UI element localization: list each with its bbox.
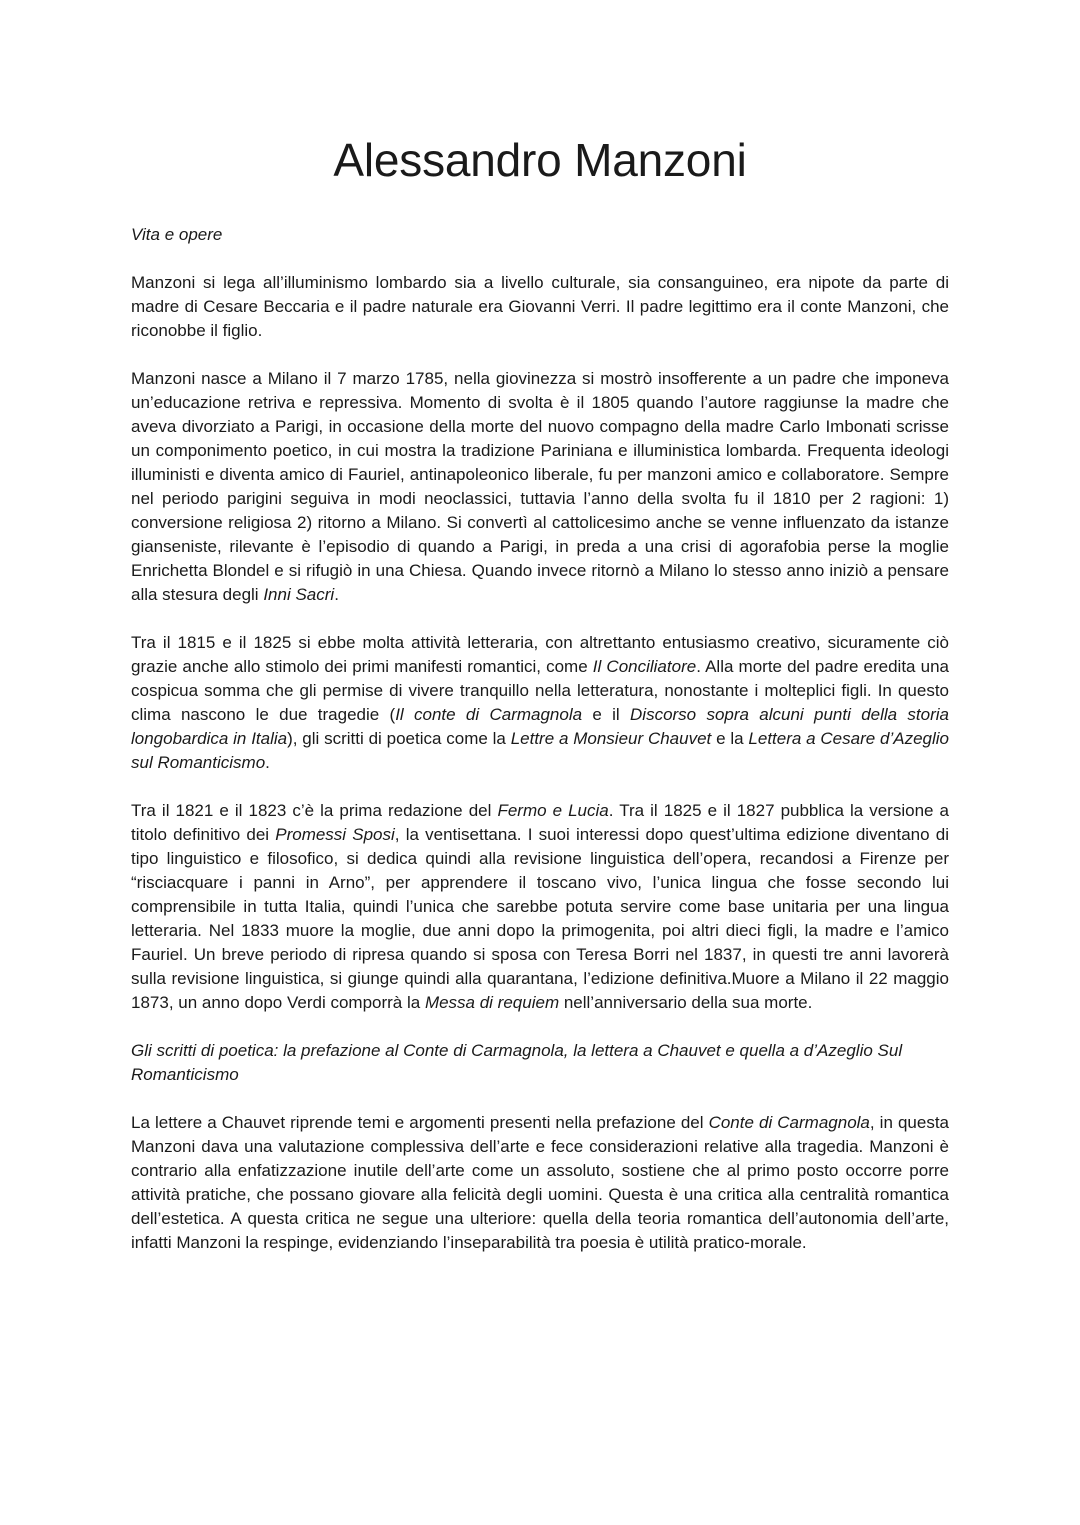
italic-text: Inni Sacri <box>263 585 335 604</box>
italic-text: Conte di Carmagnola <box>708 1113 870 1132</box>
paragraph-text: Manzoni si lega all’illuminismo lombardo sia a livello culturale, sia consanguineo, era nipote da parte di madre di Cesare Beccaria e il padre naturale era Giovanni Verri. Il padre legittimo era il conte Manzoni, che riconobbe il figlio. <box>131 273 949 340</box>
paragraph-text: . Tra il 1825 e il 1827 pubblica la versione a titolo definitivo dei <box>131 801 949 844</box>
paragraph-text: e la <box>711 729 749 748</box>
document-body <box>131 223 949 1279</box>
section-heading: Vita e opere <box>131 225 223 244</box>
italic-text: Promessi Sposi <box>275 825 395 844</box>
paragraph-text: ), gli scritti di poetica come la <box>287 729 511 748</box>
paragraph-text: . <box>265 753 270 772</box>
paragraph-text: . Alla morte del padre eredita una cospicua somma che gli permise di vivere tranquillo nella letteratura, nonostante i molteplici figli. In questo clima nascono le due tragedie ( <box>131 657 949 724</box>
paragraph-text: La lettere a Chauvet riprende temi e argomenti presenti nella prefazione del <box>131 1113 709 1132</box>
paragraph-text: e il <box>582 705 631 724</box>
page-title: Alessandro Manzoni <box>333 134 747 186</box>
paragraph <box>131 799 949 1015</box>
paragraph-text: nell’anniversario della sua morte. <box>559 993 813 1012</box>
paragraph-text: . <box>334 585 339 604</box>
paragraph-text: , la ventisettana. I suoi interessi dopo quest’ultima edizione diventano di tipo linguistico e filosofico, si dedica quindi alla revisione linguistica dell’opera, recandosi a Firenze per “risciacquare i panni in Arno”, per apprendere il toscano vivo, l’unica lingua che fosse secondo lui comprensibile in tutta Italia, quindi l’unica che sarebbe potuta servire come base unitaria per una lingua letteraria. Nel 1833 muore la moglie, due anni dopo la primogenita, poi altri dieci figli, la madre e l’amico Fauriel. Un breve periodo di ripresa quando si sposa con Teresa Borri nel 1837, in questi tre anni lavorerà sulla revisione linguistica, si giunge quindi alla quarantana, l’edizione definitiva.Muore a Milano il 22 maggio 1873, un anno dopo Verdi comporrà la <box>131 825 949 1012</box>
italic-text: Messa di requiem <box>424 993 560 1012</box>
paragraph <box>131 367 949 607</box>
section-heading: Gli scritti di poetica: la prefazione al Conte di Carmagnola, la lettera a Chauvet e quella a d’Azeglio Sul Romanticismo <box>131 1041 903 1084</box>
italic-text: Il conte di Carmagnola <box>395 705 583 724</box>
paragraph-text: Tra il 1821 e il 1823 c’è la prima redazione del <box>131 801 498 820</box>
paragraph-text: Tra il 1815 e il 1825 si ebbe molta attività letteraria, con altrettanto entusiasmo creativo, sicuramente ciò grazie anche allo stimolo dei primi manifesti romantici, come <box>131 633 949 676</box>
italic-text: Il Conciliatore <box>592 657 697 676</box>
italic-text: Discorso sopra alcuni punti della storia longobardica in Italia <box>131 705 949 748</box>
paragraph-text: , in questa Manzoni dava una valutazione complessiva dell’arte e fece considerazioni relative alla tragedia. Manzoni è contrario alla enfatizzazione inutile dell’arte come un assoluto, sostiene che al primo posto occorre porre attività pratiche, che possano giovare alla felicità degli uomini. Questa è una critica alla centralità romantica dell’estetica. A questa critica ne segue una ulteriore: quella della teoria romantica dell’autonomia dell’arte, infatti Manzoni la respinge, evidenziando l’inseparabilità tra poesia è utilità pratico-morale. <box>131 1113 949 1252</box>
paragraph <box>131 631 949 775</box>
italic-text: Lettre a Monsieur Chauvet <box>510 729 712 748</box>
italic-text: Fermo e Lucia <box>497 801 609 820</box>
paragraph-text: Manzoni nasce a Milano il 7 marzo 1785, nella giovinezza si mostrò insofferente a un padre che imponeva un’educazione retriva e repressiva. Momento di svolta è il 1805 quando l’autore raggiunse la madre che aveva divorziato a Parigi, in occasione della morte del nuovo compagno della madre Carlo Imbonati scrisse un componimento poetico, in cui mostra la tradizione Pariniana e illuministica lombarda. Frequenta ideologi illuministi e diventa amico di Fauriel, antinapoleonico liberale, fu per manzoni amico e collaboratore. Sempre nel periodo parigini seguiva in modi neoclassici, tuttavia l’anno della svolta fu il 1810 per 2 ragioni: 1) conversione religiosa 2) ritorno a Milano. Si convertì al cattolicesimo anche se venne influenzato da istanze gianseniste, rilevante è l’episodio di quando a Parigi, in preda a una crisi di agorafobia perse la moglie Enrichetta Blondel e si rifugiò in una Chiesa. Quando invece ritornò a Milano lo stesso anno iniziò a pensare alla stesura degli <box>131 369 949 604</box>
paragraph <box>131 271 949 343</box>
italic-text: Lettera a Cesare d’Azeglio sul Romanticismo <box>131 729 950 772</box>
paragraph <box>131 1111 949 1255</box>
